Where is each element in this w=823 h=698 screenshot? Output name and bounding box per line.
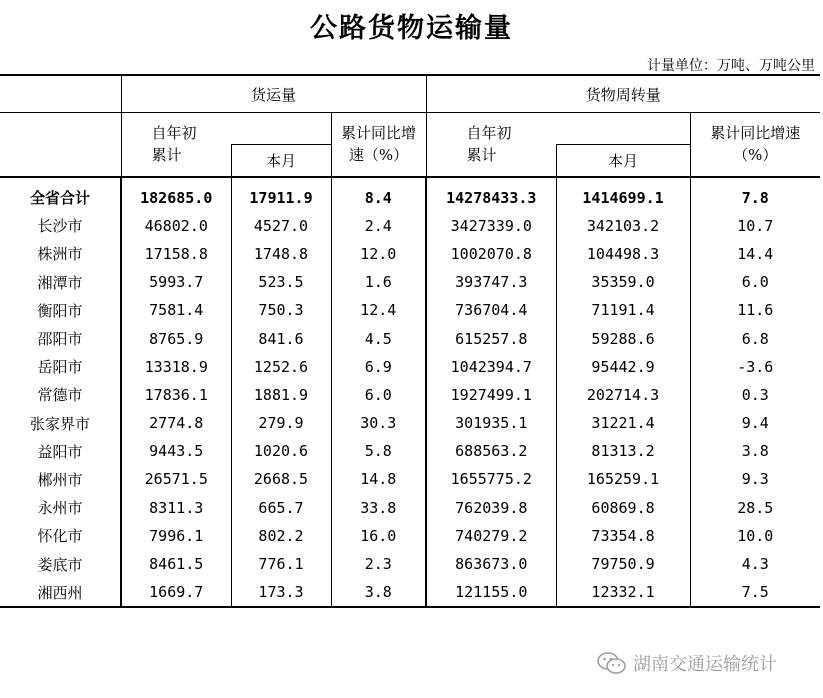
fv-growth-cell: 33.8 [331,494,426,522]
ft-month-header: 本月 [556,145,690,177]
fv-ytd-cell: 8311.3 [121,494,231,522]
fv-month-cell: 523.5 [231,268,331,296]
ft-ytd-cell: 3427339.0 [426,212,556,240]
ft-month-cell: 1414699.1 [556,177,690,212]
total-row [0,177,820,212]
freight-volume-header: 货运量 [121,75,426,113]
ft-ytd-header-line2: 累计 [466,146,497,165]
ft-ytd-cell: 121155.0 [426,578,556,607]
ft-ytd-cell: 762039.8 [426,494,556,522]
region-name: 岳阳市 [37,358,83,377]
fv-ytd-cell: 2774.8 [121,409,231,437]
fv-ytd-cell: 1669.7 [121,578,231,607]
ft-growth-cell: 9.3 [690,465,820,493]
fv-ytd-cell: 182685.0 [121,177,231,212]
region-name: 怀化市 [37,527,83,546]
ft-ytd-cell: 736704.4 [426,296,556,324]
fv-growth-cell: 8.4 [331,177,426,212]
region-name: 郴州市 [37,470,83,489]
ft-ytd-cell: 1927499.1 [426,381,556,409]
ft-month-cell: 342103.2 [556,212,690,240]
fv-month-cell: 2668.5 [231,465,331,493]
fv-month-header: 本月 [231,145,331,177]
table-row [0,381,820,409]
ft-month-cell: 165259.1 [556,465,690,493]
table-row [0,465,820,493]
ft-ytd-header-line1: 自年初 [466,124,512,143]
fv-ytd-cell: 17836.1 [121,381,231,409]
fv-month-cell: 802.2 [231,522,331,550]
fv-ytd-cell: 7996.1 [121,522,231,550]
region-name: 张家界市 [29,414,90,433]
ft-ytd-cell: 740279.2 [426,522,556,550]
fv-month-spacer [231,113,331,145]
fv-month-cell: 750.3 [231,296,331,324]
fv-month-cell: 1252.6 [231,353,331,381]
table-row [0,522,820,550]
corner-cell [0,75,121,113]
ft-month-cell: 35359.0 [556,268,690,296]
ft-month-cell: 31221.4 [556,409,690,437]
fv-ytd-cell: 46802.0 [121,212,231,240]
fv-growth-cell: 12.4 [331,296,426,324]
ft-ytd-cell: 615257.8 [426,324,556,352]
table-row [0,550,820,578]
ft-growth-header-line2: （%） [733,146,778,165]
fv-growth-header-line2: 速（%） [348,146,409,165]
unit-note: 计量单位：万吨、万吨公里 [647,58,815,74]
fv-month-cell: 1881.9 [231,381,331,409]
table-row [0,212,820,240]
region-name: 娄底市 [37,555,83,574]
ft-growth-cell: 28.5 [690,494,820,522]
fv-ytd-cell: 17158.8 [121,240,231,268]
fv-growth-cell: 3.8 [331,578,426,607]
ft-ytd-cell: 393747.3 [426,268,556,296]
table-row [0,324,820,352]
table-row [0,578,820,607]
corner-cell-lower [0,113,121,177]
region-name: 株洲市 [37,245,83,264]
ft-month-spacer [556,113,690,145]
ft-ytd-cell: 1002070.8 [426,240,556,268]
ft-growth-cell: 3.8 [690,437,820,465]
region-name: 衡阳市 [37,301,83,320]
fv-month-cell: 665.7 [231,494,331,522]
ft-growth-cell: 4.3 [690,550,820,578]
ft-growth-cell: 11.6 [690,296,820,324]
ft-growth-header-line1: 累计同比增速 [710,124,801,143]
fv-growth-cell: 30.3 [331,409,426,437]
ft-growth-cell: 10.0 [690,522,820,550]
fv-ytd-cell: 7581.4 [121,296,231,324]
ft-month-cell: 202714.3 [556,381,690,409]
table-row [0,437,820,465]
fv-month-cell: 841.6 [231,324,331,352]
ft-ytd-header [426,113,556,177]
ft-growth-cell: 9.4 [690,409,820,437]
ft-growth-cell: 10.7 [690,212,820,240]
fv-growth-cell: 6.0 [331,381,426,409]
ft-ytd-cell: 14278433.3 [426,177,556,212]
table-row [0,240,820,268]
ft-ytd-cell: 301935.1 [426,409,556,437]
ft-ytd-cell: 1042394.7 [426,353,556,381]
page-title: 公路货物运输量 [310,13,513,44]
ft-month-cell: 81313.2 [556,437,690,465]
ft-ytd-cell: 1655775.2 [426,465,556,493]
ft-growth-cell: 7.8 [690,177,820,212]
ft-month-cell: 79750.9 [556,550,690,578]
fv-ytd-cell: 26571.5 [121,465,231,493]
table-row [0,268,820,296]
fv-growth-cell: 4.5 [331,324,426,352]
fv-month-cell: 173.3 [231,578,331,607]
ft-month-cell: 12332.1 [556,578,690,607]
fv-growth-cell: 2.3 [331,550,426,578]
region-name: 湘西州 [0,578,121,607]
ft-growth-cell: 0.3 [690,381,820,409]
fv-growth-cell: 1.6 [331,268,426,296]
ft-growth-cell: 14.4 [690,240,820,268]
region-name: 长沙市 [37,217,83,236]
fv-month-cell: 776.1 [231,550,331,578]
fv-growth-cell: 16.0 [331,522,426,550]
fv-growth-cell: 5.8 [331,437,426,465]
fv-ytd-cell: 13318.9 [121,353,231,381]
fv-growth-cell: 6.9 [331,353,426,381]
fv-growth-header [331,113,426,177]
freight-turnover-header: 货物周转量 [426,75,820,113]
region-name: 益阳市 [37,442,83,461]
fv-ytd-cell: 9443.5 [121,437,231,465]
region-name: 常德市 [37,386,83,405]
region-name: 邵阳市 [37,330,83,349]
table-row [0,296,820,324]
fv-ytd-header [121,113,231,177]
region-name: 永州市 [37,499,83,518]
fv-ytd-cell: 5993.7 [121,268,231,296]
ft-month-cell: 73354.8 [556,522,690,550]
table-row [0,353,820,381]
fv-month-cell: 4527.0 [231,212,331,240]
fv-ytd-cell: 8461.5 [121,550,231,578]
freight-table [0,74,820,608]
table-row [0,494,820,522]
ft-growth-cell: 6.8 [690,324,820,352]
table-row [0,409,820,437]
region-name: 全省合计 [29,189,90,208]
ft-growth-cell: -3.6 [690,353,820,381]
fv-growth-cell: 2.4 [331,212,426,240]
wechat-icon [597,651,627,675]
watermark [597,650,777,676]
ft-month-cell: 59288.6 [556,324,690,352]
ft-month-cell: 104498.3 [556,240,690,268]
fv-ytd-header-line2: 累计 [151,146,182,165]
fv-growth-cell: 14.8 [331,465,426,493]
fv-ytd-cell: 8765.9 [121,324,231,352]
region-name: 湘潭市 [37,273,83,292]
ft-month-cell: 60869.8 [556,494,690,522]
ft-ytd-cell: 863673.0 [426,550,556,578]
fv-month-cell: 17911.9 [231,177,331,212]
fv-month-cell: 279.9 [231,409,331,437]
ft-month-cell: 71191.4 [556,296,690,324]
ft-growth-cell: 7.5 [690,578,820,607]
ft-growth-header [690,113,820,177]
ft-ytd-cell: 688563.2 [426,437,556,465]
fv-month-cell: 1748.8 [231,240,331,268]
fv-growth-header-line1: 累计同比增 [341,124,417,143]
ft-month-cell: 95442.9 [556,353,690,381]
fv-ytd-header-line1: 自年初 [151,124,197,143]
watermark-text: 湖南交通运输统计 [633,654,777,675]
fv-growth-cell: 12.0 [331,240,426,268]
fv-month-cell: 1020.6 [231,437,331,465]
ft-growth-cell: 6.0 [690,268,820,296]
